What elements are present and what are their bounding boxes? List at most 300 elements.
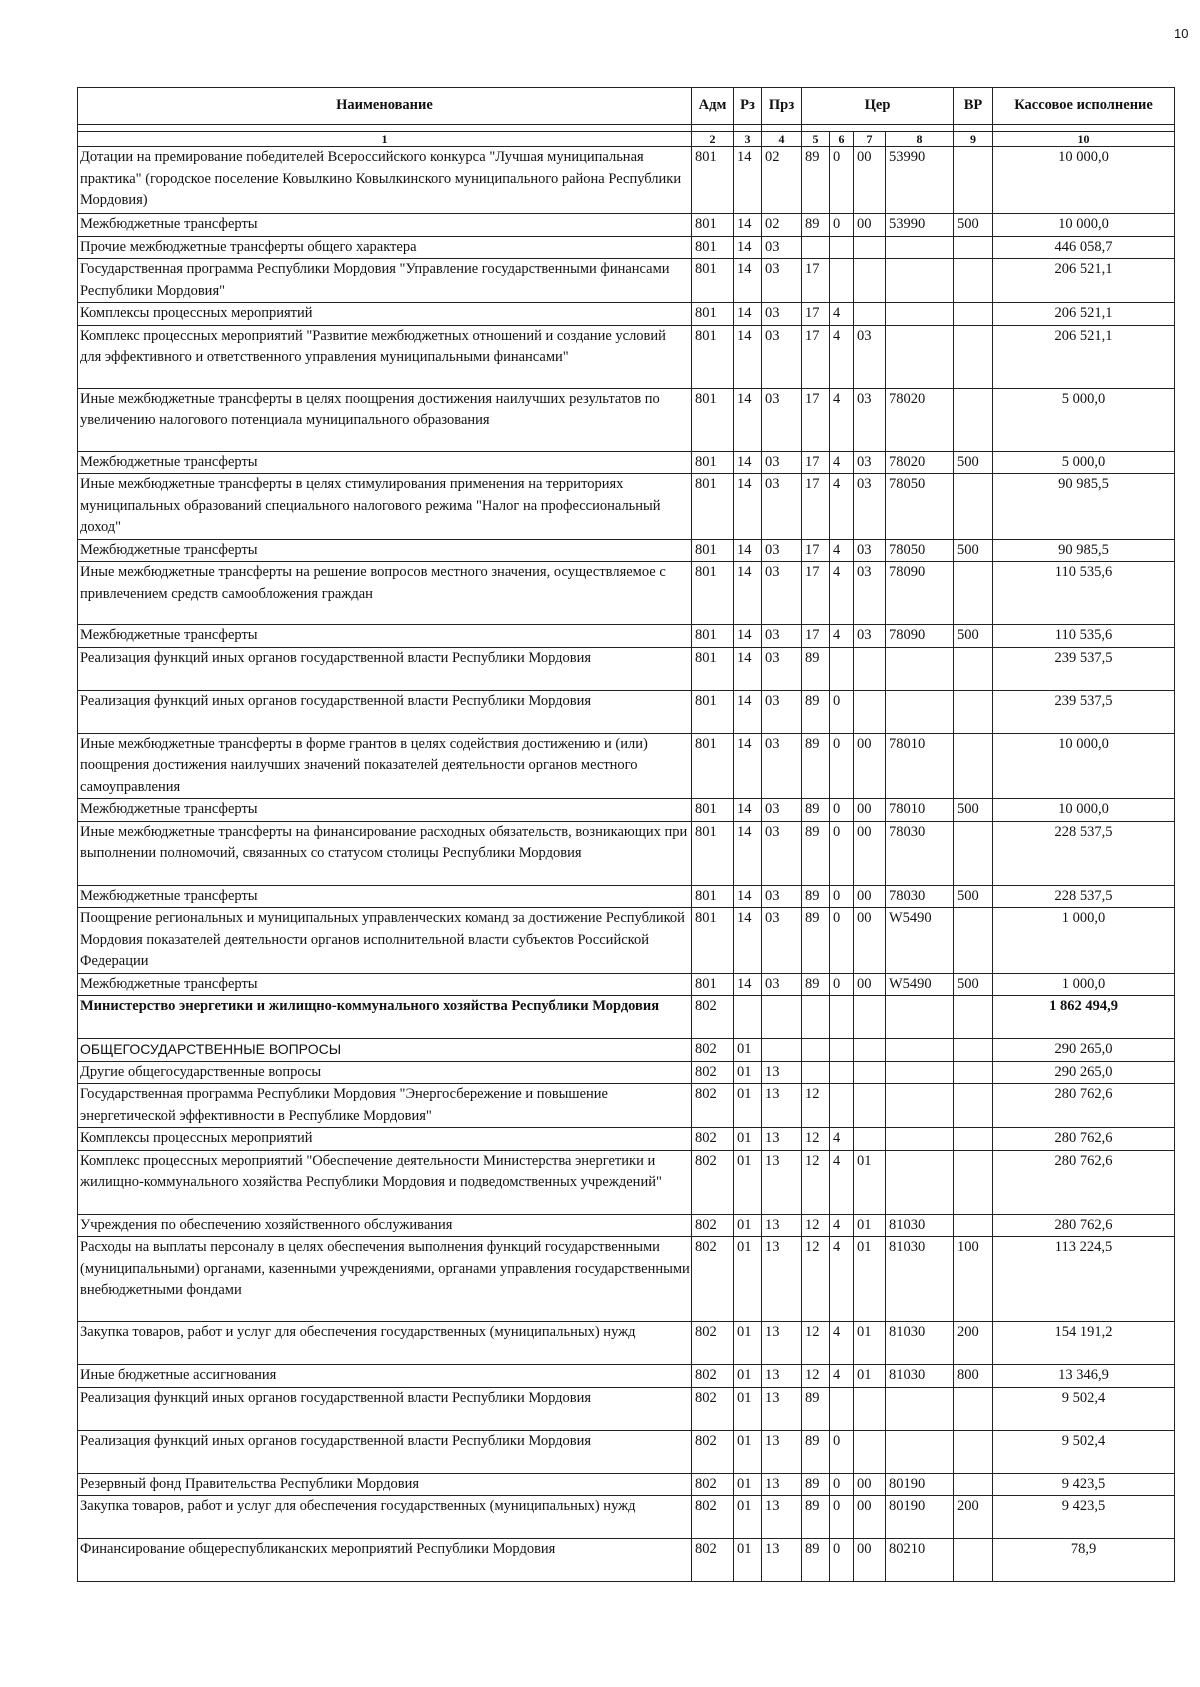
row-amount: 13 346,9 — [993, 1365, 1175, 1388]
row-name: Межбюджетные трансферты — [78, 885, 692, 908]
row-tser-direction: 53990 — [886, 147, 954, 214]
column-number: 2 — [692, 132, 734, 147]
row-rz: 14 — [734, 303, 762, 326]
row-name: Реализация функций иных органов государственной власти Республики Мордовия — [78, 1430, 692, 1473]
row-tser-program: 89 — [802, 214, 830, 237]
row-tser-type: 0 — [830, 690, 854, 733]
header-name: Наименование — [78, 88, 692, 125]
row-vr — [954, 1061, 993, 1084]
row-adm: 801 — [692, 259, 734, 303]
table-row — [78, 1365, 1175, 1388]
row-adm: 801 — [692, 236, 734, 259]
row-tser-group: 00 — [854, 973, 886, 996]
row-adm: 801 — [692, 799, 734, 822]
row-tser-group — [854, 1387, 886, 1430]
row-adm: 802 — [692, 1365, 734, 1388]
row-adm: 802 — [692, 1473, 734, 1496]
row-name: Иные межбюджетные трансферты в форме грантов в целях содействия достижению и (или) поощрения достижения наилучших значений показателей деятельности органов местного самоуправления — [78, 733, 692, 799]
column-number: 9 — [954, 132, 993, 147]
row-amount: 206 521,1 — [993, 325, 1175, 388]
row-rz: 14 — [734, 147, 762, 214]
row-tser-group — [854, 303, 886, 326]
table-row — [78, 1150, 1175, 1214]
row-prz: 03 — [762, 474, 802, 540]
row-tser-direction: 80210 — [886, 1539, 954, 1582]
row-adm: 801 — [692, 562, 734, 625]
row-prz: 13 — [762, 1322, 802, 1365]
row-vr: 500 — [954, 973, 993, 996]
row-vr — [954, 647, 993, 690]
row-prz: 03 — [762, 539, 802, 562]
row-name: Резервный фонд Правительства Республики Мордовия — [78, 1473, 692, 1496]
row-prz: 03 — [762, 908, 802, 974]
row-rz: 01 — [734, 1084, 762, 1128]
row-tser-direction: 78050 — [886, 474, 954, 540]
row-tser-group: 00 — [854, 908, 886, 974]
table-row — [78, 1128, 1175, 1151]
column-number: 3 — [734, 132, 762, 147]
table-row — [78, 1237, 1175, 1322]
budget-execution-table — [77, 87, 1175, 1582]
row-name: Реализация функций иных органов государственной власти Республики Мордовия — [78, 647, 692, 690]
row-amount: 228 537,5 — [993, 885, 1175, 908]
row-rz: 01 — [734, 1365, 762, 1388]
row-name: Комплексы процессных мероприятий — [78, 303, 692, 326]
row-prz: 03 — [762, 733, 802, 799]
row-tser-program: 12 — [802, 1365, 830, 1388]
row-tser-program: 17 — [802, 625, 830, 648]
row-prz: 13 — [762, 1539, 802, 1582]
row-tser-group: 03 — [854, 625, 886, 648]
table-row — [78, 1430, 1175, 1473]
row-amount: 290 265,0 — [993, 1061, 1175, 1084]
row-amount: 5 000,0 — [993, 451, 1175, 474]
row-adm: 802 — [692, 1061, 734, 1084]
row-tser-direction: 78090 — [886, 562, 954, 625]
row-amount: 280 762,6 — [993, 1084, 1175, 1128]
table-row — [78, 562, 1175, 625]
row-adm: 802 — [692, 1539, 734, 1582]
row-vr: 500 — [954, 885, 993, 908]
row-tser-program: 89 — [802, 1430, 830, 1473]
column-number: 6 — [830, 132, 854, 147]
row-tser-program: 17 — [802, 388, 830, 451]
row-name: Иные межбюджетные трансферты на финансирование расходных обязательств, возникающих при выполнении полномочий, связанных со статусом столицы Республики Мордовия — [78, 821, 692, 885]
row-rz: 14 — [734, 799, 762, 822]
row-vr — [954, 1084, 993, 1128]
row-name: ОБЩЕГОСУДАРСТВЕННЫЕ ВОПРОСЫ — [78, 1039, 692, 1062]
table-row — [78, 1322, 1175, 1365]
row-tser-type — [830, 996, 854, 1039]
header-spacer-row — [78, 125, 1175, 132]
row-tser-type: 4 — [830, 1128, 854, 1151]
row-tser-type — [830, 1387, 854, 1430]
row-rz: 14 — [734, 647, 762, 690]
header-row — [78, 88, 1175, 125]
table-row — [78, 303, 1175, 326]
row-adm: 802 — [692, 996, 734, 1039]
table-row — [78, 325, 1175, 388]
row-prz: 03 — [762, 885, 802, 908]
row-tser-direction — [886, 1061, 954, 1084]
row-vr — [954, 474, 993, 540]
row-tser-type — [830, 647, 854, 690]
row-vr — [954, 1039, 993, 1062]
row-vr — [954, 147, 993, 214]
row-tser-group: 00 — [854, 214, 886, 237]
row-tser-direction: 80190 — [886, 1496, 954, 1539]
row-vr — [954, 690, 993, 733]
row-vr — [954, 562, 993, 625]
row-tser-program: 89 — [802, 799, 830, 822]
row-tser-type: 0 — [830, 147, 854, 214]
row-prz: 03 — [762, 562, 802, 625]
row-rz: 14 — [734, 259, 762, 303]
row-prz: 03 — [762, 451, 802, 474]
column-number: 5 — [802, 132, 830, 147]
row-tser-program: 17 — [802, 474, 830, 540]
row-name: Межбюджетные трансферты — [78, 625, 692, 648]
row-name: Другие общегосударственные вопросы — [78, 1061, 692, 1084]
row-prz: 13 — [762, 1150, 802, 1214]
row-adm: 801 — [692, 451, 734, 474]
header-tser: Цер — [802, 88, 954, 125]
row-tser-direction — [886, 996, 954, 1039]
page-number: 10 — [1174, 26, 1189, 41]
row-tser-type: 0 — [830, 214, 854, 237]
row-rz: 14 — [734, 388, 762, 451]
row-rz — [734, 996, 762, 1039]
row-name: Дотации на премирование победителей Всероссийского конкурса "Лучшая муниципальная практика" (городское поселение Ковылкино Ковылкинского муниципального района Республики Мордовия) — [78, 147, 692, 214]
row-vr — [954, 325, 993, 388]
row-tser-type: 4 — [830, 625, 854, 648]
row-rz: 14 — [734, 325, 762, 388]
table-row — [78, 388, 1175, 451]
row-tser-program — [802, 1061, 830, 1084]
row-tser-program: 89 — [802, 1387, 830, 1430]
row-amount: 110 535,6 — [993, 562, 1175, 625]
row-amount: 1 000,0 — [993, 908, 1175, 974]
row-name: Межбюджетные трансферты — [78, 214, 692, 237]
header-amount: Кассовое исполнение — [993, 88, 1175, 125]
row-tser-program: 89 — [802, 973, 830, 996]
row-name: Закупка товаров, работ и услуг для обеспечения государственных (муниципальных) нужд — [78, 1322, 692, 1365]
row-prz: 03 — [762, 690, 802, 733]
row-tser-group: 01 — [854, 1150, 886, 1214]
column-number: 7 — [854, 132, 886, 147]
table-row — [78, 147, 1175, 214]
row-tser-direction: 78030 — [886, 821, 954, 885]
row-tser-direction — [886, 1039, 954, 1062]
row-name: Реализация функций иных органов государственной власти Республики Мордовия — [78, 690, 692, 733]
row-prz: 03 — [762, 259, 802, 303]
row-adm: 801 — [692, 733, 734, 799]
row-prz: 02 — [762, 147, 802, 214]
row-name: Прочие межбюджетные трансферты общего характера — [78, 236, 692, 259]
row-rz: 01 — [734, 1387, 762, 1430]
row-vr: 500 — [954, 451, 993, 474]
row-rz: 14 — [734, 885, 762, 908]
row-tser-direction — [886, 236, 954, 259]
row-amount: 290 265,0 — [993, 1039, 1175, 1062]
row-vr — [954, 1430, 993, 1473]
row-tser-type — [830, 1084, 854, 1128]
row-tser-direction: W5490 — [886, 908, 954, 974]
row-tser-direction: 78090 — [886, 625, 954, 648]
row-tser-direction: 53990 — [886, 214, 954, 237]
row-amount: 10 000,0 — [993, 799, 1175, 822]
row-tser-program: 89 — [802, 1496, 830, 1539]
row-rz: 01 — [734, 1473, 762, 1496]
row-vr — [954, 821, 993, 885]
row-amount: 110 535,6 — [993, 625, 1175, 648]
row-tser-type — [830, 1039, 854, 1062]
row-tser-type: 0 — [830, 821, 854, 885]
row-tser-group: 03 — [854, 325, 886, 388]
row-tser-direction — [886, 303, 954, 326]
row-prz — [762, 1039, 802, 1062]
row-vr — [954, 1128, 993, 1151]
row-prz: 13 — [762, 1430, 802, 1473]
row-tser-type: 0 — [830, 1539, 854, 1582]
table-row — [78, 973, 1175, 996]
row-tser-program: 17 — [802, 451, 830, 474]
row-name: Иные межбюджетные трансферты на решение вопросов местного значения, осуществляемое с привлечением средств самообложения граждан — [78, 562, 692, 625]
row-tser-type: 0 — [830, 908, 854, 974]
row-tser-program: 89 — [802, 690, 830, 733]
row-amount: 10 000,0 — [993, 214, 1175, 237]
row-tser-direction: 81030 — [886, 1365, 954, 1388]
row-tser-group — [854, 1061, 886, 1084]
row-prz: 03 — [762, 303, 802, 326]
row-name: Комплекс процессных мероприятий "Развитие межбюджетных отношений и создание условий для эффективного и ответственного управления муниципальными финансами" — [78, 325, 692, 388]
row-tser-group: 01 — [854, 1237, 886, 1322]
row-rz: 14 — [734, 539, 762, 562]
row-amount: 9 502,4 — [993, 1387, 1175, 1430]
row-tser-type: 0 — [830, 733, 854, 799]
row-rz: 01 — [734, 1214, 762, 1237]
row-adm: 802 — [692, 1387, 734, 1430]
row-tser-group: 01 — [854, 1365, 886, 1388]
row-rz: 01 — [734, 1150, 762, 1214]
table-row — [78, 908, 1175, 974]
row-rz: 14 — [734, 474, 762, 540]
row-tser-type — [830, 259, 854, 303]
row-tser-direction: 81030 — [886, 1322, 954, 1365]
table-row — [78, 996, 1175, 1039]
row-tser-program: 89 — [802, 821, 830, 885]
row-prz: 03 — [762, 647, 802, 690]
row-adm: 802 — [692, 1214, 734, 1237]
row-tser-group: 00 — [854, 885, 886, 908]
row-vr — [954, 236, 993, 259]
row-amount: 1 862 494,9 — [993, 996, 1175, 1039]
table-row — [78, 214, 1175, 237]
table-row — [78, 539, 1175, 562]
row-tser-type: 4 — [830, 1214, 854, 1237]
row-name: Государственная программа Республики Мордовия "Энергосбережение и повышение энергетической эффективности в Республике Мордовия" — [78, 1084, 692, 1128]
row-amount: 239 537,5 — [993, 690, 1175, 733]
row-tser-group: 03 — [854, 539, 886, 562]
row-vr — [954, 303, 993, 326]
row-tser-type: 4 — [830, 325, 854, 388]
row-tser-group: 00 — [854, 1496, 886, 1539]
column-number: 10 — [993, 132, 1175, 147]
row-tser-direction — [886, 690, 954, 733]
row-tser-program: 17 — [802, 303, 830, 326]
row-name: Межбюджетные трансферты — [78, 451, 692, 474]
column-number: 4 — [762, 132, 802, 147]
row-tser-type: 4 — [830, 562, 854, 625]
table-row — [78, 821, 1175, 885]
row-rz: 01 — [734, 1430, 762, 1473]
row-tser-group: 00 — [854, 733, 886, 799]
row-tser-direction: 78010 — [886, 733, 954, 799]
row-name: Закупка товаров, работ и услуг для обеспечения государственных (муниципальных) нужд — [78, 1496, 692, 1539]
row-adm: 802 — [692, 1128, 734, 1151]
row-adm: 801 — [692, 303, 734, 326]
row-rz: 14 — [734, 214, 762, 237]
column-numbers-row — [78, 132, 1175, 147]
row-amount: 239 537,5 — [993, 647, 1175, 690]
row-tser-group — [854, 1128, 886, 1151]
row-amount: 113 224,5 — [993, 1237, 1175, 1322]
row-vr: 100 — [954, 1237, 993, 1322]
row-vr: 800 — [954, 1365, 993, 1388]
row-adm: 801 — [692, 539, 734, 562]
row-amount: 1 000,0 — [993, 973, 1175, 996]
column-number: 8 — [886, 132, 954, 147]
row-tser-program: 12 — [802, 1214, 830, 1237]
row-rz: 01 — [734, 1496, 762, 1539]
row-name: Учреждения по обеспечению хозяйственного обслуживания — [78, 1214, 692, 1237]
row-adm: 801 — [692, 388, 734, 451]
row-tser-type: 4 — [830, 1365, 854, 1388]
row-prz: 13 — [762, 1237, 802, 1322]
row-vr: 500 — [954, 625, 993, 648]
row-rz: 14 — [734, 908, 762, 974]
table-row — [78, 625, 1175, 648]
row-tser-type: 4 — [830, 1150, 854, 1214]
row-rz: 14 — [734, 821, 762, 885]
row-adm: 802 — [692, 1430, 734, 1473]
row-tser-type: 4 — [830, 474, 854, 540]
table-row — [78, 690, 1175, 733]
row-prz: 13 — [762, 1084, 802, 1128]
row-vr: 500 — [954, 539, 993, 562]
row-amount: 90 985,5 — [993, 474, 1175, 540]
row-rz: 01 — [734, 1039, 762, 1062]
row-tser-group — [854, 259, 886, 303]
row-amount: 206 521,1 — [993, 303, 1175, 326]
row-amount: 5 000,0 — [993, 388, 1175, 451]
row-tser-program: 12 — [802, 1237, 830, 1322]
row-tser-program: 12 — [802, 1128, 830, 1151]
row-tser-direction: 81030 — [886, 1237, 954, 1322]
row-tser-program: 89 — [802, 647, 830, 690]
row-prz — [762, 996, 802, 1039]
row-name: Расходы на выплаты персоналу в целях обеспечения выполнения функций государственными (муниципальными) органами, казенными учреждениями, органами управления государственными внебюджетными фондами — [78, 1237, 692, 1322]
row-tser-direction — [886, 1150, 954, 1214]
row-tser-group: 03 — [854, 562, 886, 625]
row-amount: 9 423,5 — [993, 1473, 1175, 1496]
row-amount: 206 521,1 — [993, 259, 1175, 303]
row-tser-program: 12 — [802, 1322, 830, 1365]
row-tser-direction — [886, 259, 954, 303]
row-tser-program — [802, 236, 830, 259]
row-tser-program: 89 — [802, 733, 830, 799]
row-rz: 01 — [734, 1061, 762, 1084]
row-vr — [954, 1539, 993, 1582]
table-row — [78, 1539, 1175, 1582]
row-rz: 14 — [734, 236, 762, 259]
row-tser-program: 17 — [802, 539, 830, 562]
header-prz: Прз — [762, 88, 802, 125]
row-name: Межбюджетные трансферты — [78, 539, 692, 562]
column-number: 1 — [78, 132, 692, 147]
row-tser-type: 0 — [830, 973, 854, 996]
table-row — [78, 259, 1175, 303]
table-row — [78, 1061, 1175, 1084]
row-tser-program: 12 — [802, 1150, 830, 1214]
row-adm: 801 — [692, 908, 734, 974]
row-name: Иные бюджетные ассигнования — [78, 1365, 692, 1388]
row-tser-type: 4 — [830, 539, 854, 562]
row-tser-group: 01 — [854, 1214, 886, 1237]
row-rz: 14 — [734, 973, 762, 996]
row-adm: 802 — [692, 1496, 734, 1539]
row-vr: 500 — [954, 799, 993, 822]
row-tser-group — [854, 647, 886, 690]
row-prz: 13 — [762, 1214, 802, 1237]
row-adm: 802 — [692, 1039, 734, 1062]
table-row — [78, 1084, 1175, 1128]
row-name: Комплексы процессных мероприятий — [78, 1128, 692, 1151]
row-prz: 03 — [762, 625, 802, 648]
row-vr — [954, 1150, 993, 1214]
row-tser-type: 0 — [830, 1430, 854, 1473]
row-tser-direction: 78020 — [886, 451, 954, 474]
row-tser-type: 4 — [830, 451, 854, 474]
row-tser-group — [854, 236, 886, 259]
row-vr: 500 — [954, 214, 993, 237]
row-tser-group: 00 — [854, 821, 886, 885]
row-tser-group — [854, 1084, 886, 1128]
row-tser-direction — [886, 647, 954, 690]
row-vr: 200 — [954, 1496, 993, 1539]
row-tser-group: 00 — [854, 1539, 886, 1582]
row-amount: 154 191,2 — [993, 1322, 1175, 1365]
row-vr — [954, 996, 993, 1039]
row-prz: 13 — [762, 1473, 802, 1496]
row-tser-direction: 78030 — [886, 885, 954, 908]
row-prz: 13 — [762, 1365, 802, 1388]
row-tser-program: 89 — [802, 147, 830, 214]
row-tser-program: 89 — [802, 1473, 830, 1496]
row-tser-group: 03 — [854, 451, 886, 474]
row-adm: 801 — [692, 625, 734, 648]
row-tser-direction: 78020 — [886, 388, 954, 451]
row-tser-group — [854, 1039, 886, 1062]
row-name: Реализация функций иных органов государственной власти Республики Мордовия — [78, 1387, 692, 1430]
row-tser-direction — [886, 1128, 954, 1151]
row-tser-program: 17 — [802, 259, 830, 303]
row-rz: 14 — [734, 451, 762, 474]
header-rz: Рз — [734, 88, 762, 125]
row-tser-type: 0 — [830, 1473, 854, 1496]
row-adm: 801 — [692, 885, 734, 908]
row-amount: 446 058,7 — [993, 236, 1175, 259]
